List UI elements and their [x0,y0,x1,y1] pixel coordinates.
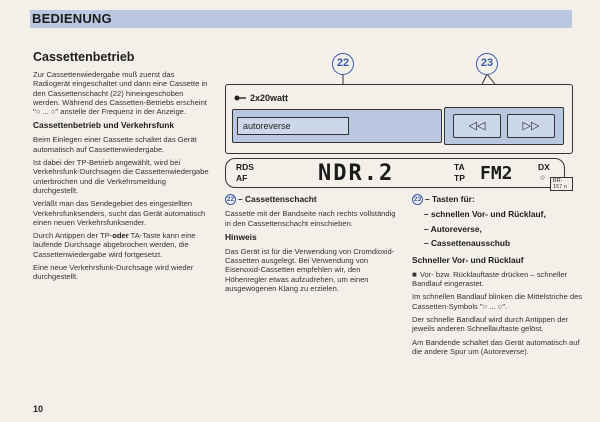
band-indicator: FM2 [480,163,513,184]
traffic-text-1: Beim Einlegen einer Cassette schaltet das Gerät automatisch auf Cassettenwiedergabe. [33,135,197,154]
traffic-subtitle: Cassettenbetrieb und Verkehrsfunk [33,120,175,131]
column-tape-buttons [412,194,590,360]
rewind-button[interactable]: ◁◁ [453,114,501,138]
radio-display [225,158,565,188]
callout-22: 22 [332,53,354,75]
hint-text: Das Gerät ist für die Verwendung von Cromdioxid-Cassetten ausgelegt. Bei Verwendung von Eisenoxid-Cassetten empfehlen wir, den Höhenregler etwas aufzudrehen, um einen ausgewogenen Klang zu erzielen. [225,246,395,294]
figure-code: BR-157 n [550,177,573,191]
traffic-text-3: Verläßt man das Sendegebiet des eingestellten Verkehrsfunksenders, sucht das Gerät automatisch einen neuen Verkehrsfunksender. [33,199,206,227]
ta-indicator: TA [454,162,465,172]
page-number: 10 [33,404,44,414]
slot-text: Cassette mit der Bandseite nach rechts vollständig in den Cassettenschacht einschieben. [225,209,396,228]
rds-indicator: RDS [236,162,254,172]
dx-indicator: DX [538,162,550,172]
af-indicator: AF [236,173,248,183]
fast-wind-text-4: Am Bandende schaltet das Gerät automatisch auf die andere Spur um (Autoreverse). [412,337,580,356]
buttons-item-1: – schnellen Vor- und Rücklauf, [424,209,546,220]
power-caption: 2x20watt [250,93,289,103]
traffic-text-4: Durch Antippen der TP-oder TA-Taste kann eine laufende Durchsage abgebrochen werden, die Cassettenwiedergabe wird fortgesetzt. [33,231,196,259]
lo-indicator: ○ [540,172,546,182]
buttons-item-3: – Cassettenausschub [424,238,511,249]
number-22-icon: 22 [226,196,235,204]
autoreverse-label: autoreverse [237,117,349,135]
fast-wind-subtitle: Schneller Vor- und Rücklauf [412,254,524,265]
column-cassette-slot [225,194,403,297]
section-header-label: BEDIENUNG [32,11,112,26]
cassette-intro-text: Zur Cassettenwiedergabe muß zuerst das Radiogerät eingeschaltet und dann eine Cassette in den Cassettenschacht (22) hineingeschoben werden. Während des Cassetten-Betriebs erscheint "○ ... ○" anstelle der Frequenz in der Anzeige. [33,70,208,117]
number-23-icon: 23 [413,196,422,204]
fast-wind-text-1: ■ Vor- bzw. Rücklauftaste drücken – schneller Bandlauf eingerastet. [412,269,568,289]
cassette-title: Cassettenbetrieb [33,50,135,64]
fast-forward-button[interactable]: ▷▷ [507,114,555,138]
traffic-text-2: Ist dabei der TP-Betrieb angewählt, wird bei Verkehrsfunk-Durchsagen die Cassettenwiedergabe unterbrochen und die Verkehrsmeldung durchgestellt. [33,158,209,195]
fast-wind-text-2: Im schnellen Bandlauf blinken die Mittelstriche des Cassetten-Symbols "○ ... ○". [412,292,583,311]
tape-button-group [444,107,564,145]
radio-panel-diagram [225,50,573,190]
hint-title: Hinweis [225,231,257,242]
plug-icon [234,95,246,101]
square-bullet-icon: ■ [412,269,417,279]
cassette-slot[interactable] [232,109,442,143]
station-name: NDR.2 [318,161,395,186]
column-cassette-operation [33,50,209,286]
buttons-heading: 23 – Tasten für: [413,194,475,204]
traffic-text-5: Eine neue Verkehrsfunk-Durchsage wird wieder durchgestellt. [33,263,194,282]
tp-indicator: TP [454,173,465,183]
callout-23: 23 [476,53,498,75]
fast-wind-text-3: Der schnelle Bandlauf wird durch Antippen der jeweils anderen Schnellauftaste gelöst. [412,314,569,334]
buttons-item-2: – Autoreverse, [424,223,482,234]
cassette-panel [225,84,573,154]
slot-heading: 22 – Cassettenschacht [226,194,317,204]
